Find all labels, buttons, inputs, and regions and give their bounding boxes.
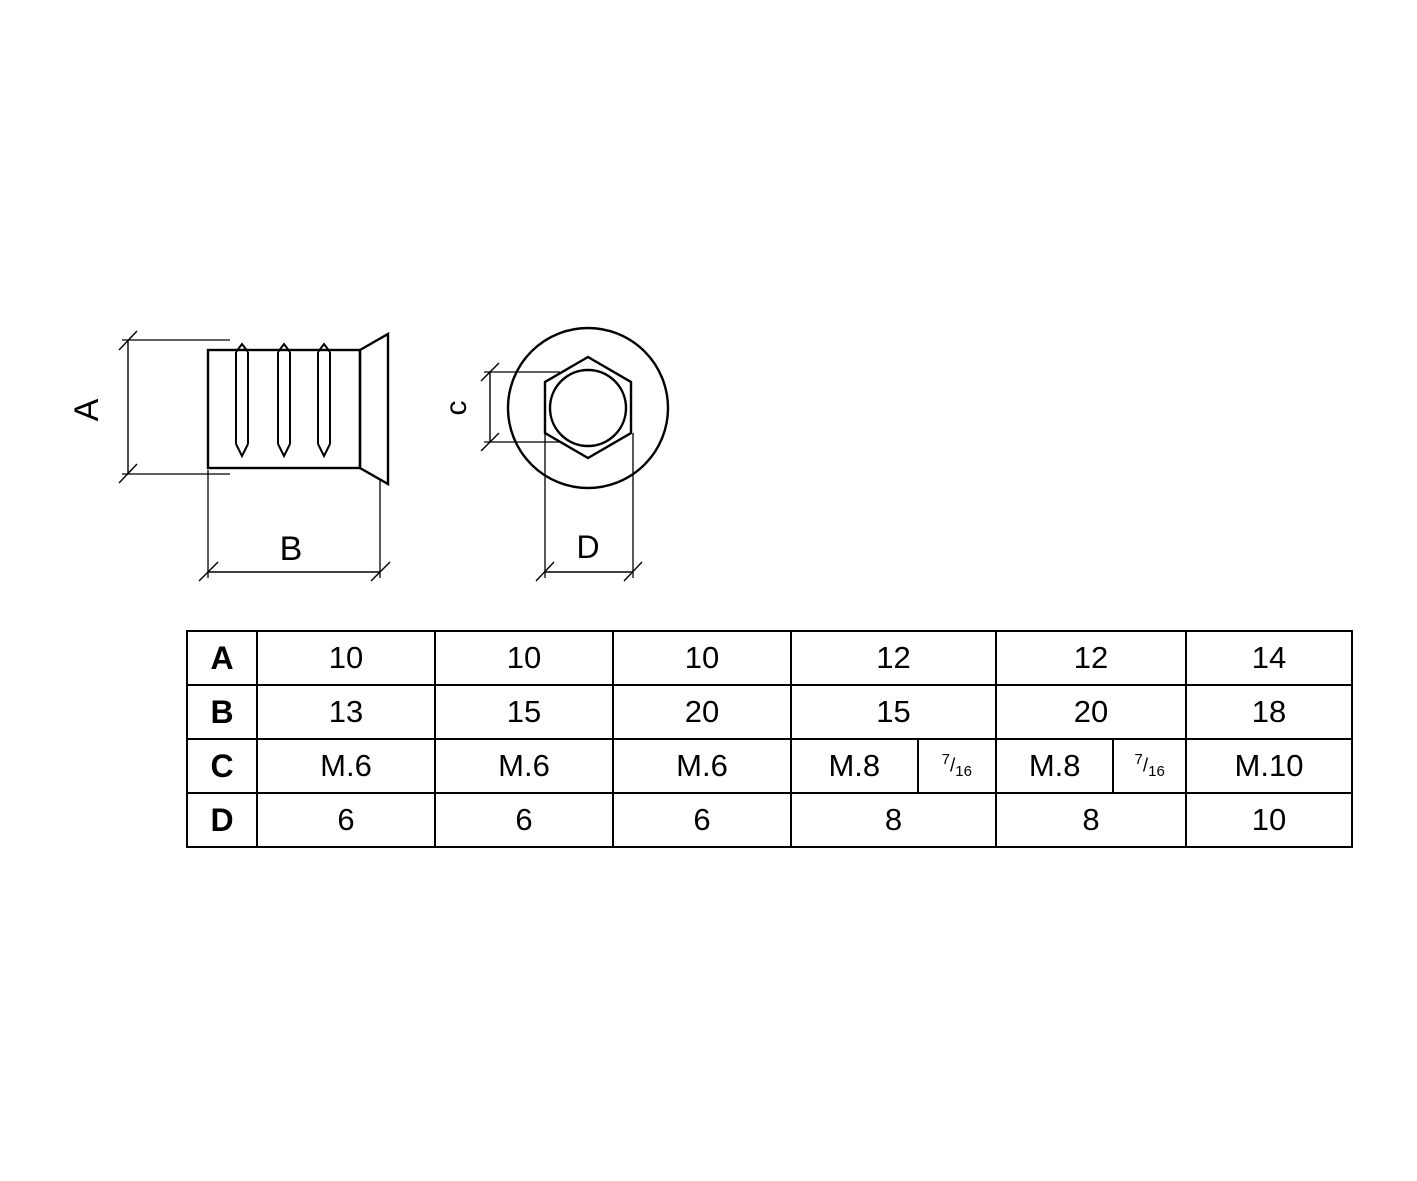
row-label-a: A	[187, 631, 257, 685]
dimension-label-a: A	[68, 398, 106, 422]
cell-d-5: 8	[996, 793, 1186, 847]
cell-c-2: M.6	[435, 739, 613, 793]
cell-c-1: M.6	[257, 739, 435, 793]
row-label-b: B	[187, 685, 257, 739]
table-row	[187, 631, 1352, 685]
dimension-label-b: B	[279, 530, 303, 568]
cell-b-1: 13	[257, 685, 435, 739]
dim-c-line	[481, 363, 499, 451]
table-row	[187, 685, 1352, 739]
cell-c-4-split	[792, 740, 995, 792]
cell-a-3: 10	[613, 631, 791, 685]
specification-table	[186, 630, 1353, 848]
dim-a-extension-lines	[122, 340, 230, 474]
top-view-group	[481, 328, 668, 581]
dimension-label-c: c	[440, 400, 473, 416]
cell-b-2: 15	[435, 685, 613, 739]
cell-b-5: 20	[996, 685, 1186, 739]
cell-a-6: 14	[1186, 631, 1352, 685]
cell-d-1: 6	[257, 793, 435, 847]
cell-a-1: 10	[257, 631, 435, 685]
head-outer-circle	[508, 328, 668, 488]
fraction-denominator: 16	[955, 763, 972, 781]
cell-d-3: 6	[613, 793, 791, 847]
cell-c-3: M.6	[613, 739, 791, 793]
nut-body-outline	[208, 350, 360, 468]
row-label-c: C	[187, 739, 257, 793]
cell-c-4	[791, 739, 996, 793]
dim-a-line	[119, 331, 137, 483]
specification-table-container	[186, 630, 1341, 848]
dim-c-extension-lines	[484, 372, 560, 442]
cell-d-2: 6	[435, 793, 613, 847]
hex-socket-inner-circle	[550, 370, 626, 446]
countersunk-head-outline	[360, 334, 388, 484]
cell-c-5	[996, 739, 1186, 793]
fraction-numerator: 7	[1134, 751, 1143, 769]
row-label-d: D	[187, 793, 257, 847]
fraction-denominator: 16	[1148, 763, 1165, 781]
dimension-label-d: D	[576, 529, 600, 565]
table-row	[187, 739, 1352, 793]
fraction-numerator: 7	[941, 751, 950, 769]
cell-b-4: 15	[791, 685, 996, 739]
thread-lines	[236, 344, 330, 456]
cell-c-4-imperial: $^7/_{16}$	[917, 740, 995, 792]
cell-c-6: M.10	[1186, 739, 1352, 793]
cell-c-4-metric: M.8	[828, 748, 881, 783]
cell-c-5-metric: M.8	[1028, 748, 1081, 783]
cell-b-3: 20	[613, 685, 791, 739]
cell-c-5-imperial: $^7/_{16}$	[1112, 740, 1185, 792]
table-row	[187, 793, 1352, 847]
cell-d-6: 10	[1186, 793, 1352, 847]
cell-a-5: 12	[996, 631, 1186, 685]
cell-b-6: 18	[1186, 685, 1352, 739]
cell-a-2: 10	[435, 631, 613, 685]
cell-d-4: 8	[791, 793, 996, 847]
cell-a-4: 12	[791, 631, 996, 685]
side-view-group	[119, 331, 390, 581]
cell-c-5-split	[997, 740, 1185, 792]
